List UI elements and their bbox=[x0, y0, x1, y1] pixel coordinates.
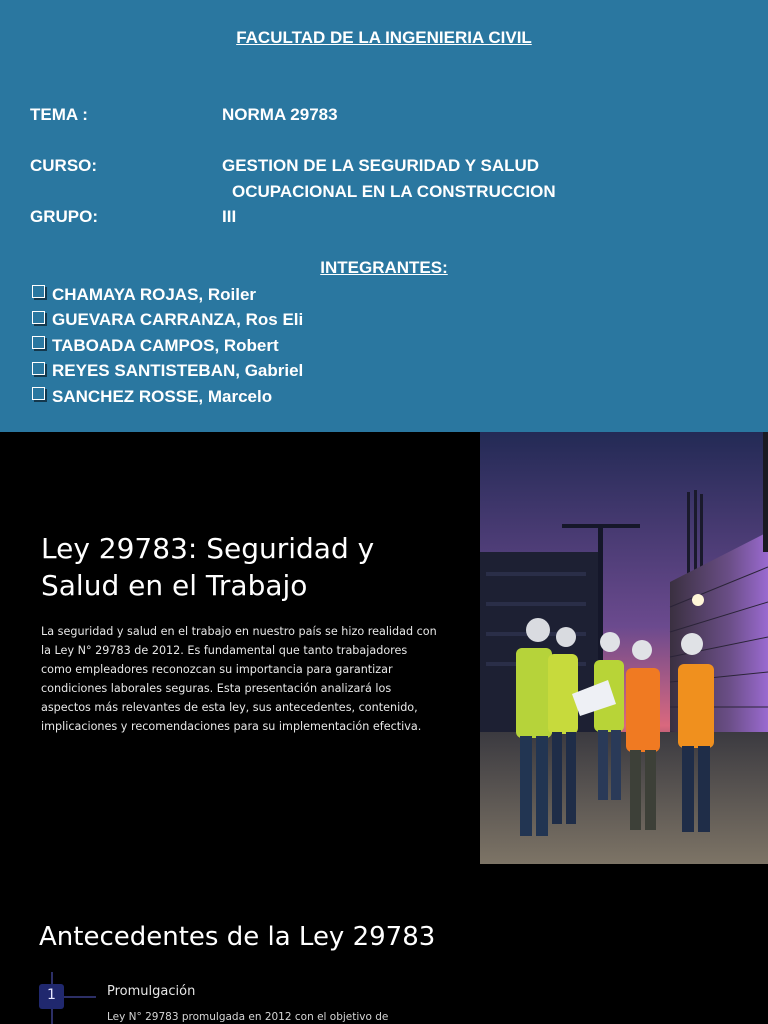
timeline-text: Ley N° 29783 promulgada en 2012 con el objetivo de bbox=[107, 1011, 389, 1023]
intro-paragraph: La seguridad y salud en el trabajo en nuestro país se hizo realidad con la Ley N° 29783 de 2012. Es fundamental que tanto trabajadores como empleadores reconozcan su importancia para garantizar condiciones laborales seguras. Esta presentación analizará los aspectos más relevantes de esta ley, sus antecedentes, contenido, implicaciones y recomendaciones para su implementación efectiva. bbox=[41, 625, 437, 733]
tema-label: TEMA : bbox=[30, 105, 88, 124]
member-name: GUEVARA CARRANZA, Ros Eli bbox=[52, 310, 304, 330]
timeline-number-badge: 1 bbox=[39, 984, 64, 1009]
curso-label: CURSO: bbox=[30, 156, 98, 175]
curso-value-line2: OCUPACIONAL EN LA CONSTRUCCION bbox=[232, 182, 556, 201]
list-item bbox=[32, 308, 303, 334]
member-name: REYES SANTISTEBAN, Gabriel bbox=[52, 361, 304, 381]
cover-slide bbox=[0, 0, 768, 432]
list-item bbox=[32, 333, 303, 359]
timeline-connector bbox=[64, 996, 96, 998]
checkbox-icon bbox=[32, 362, 45, 375]
intro-title: Ley 29783: Seguridad y Salud en el Trabajo bbox=[41, 532, 375, 602]
grupo-label: GRUPO: bbox=[30, 207, 98, 226]
checkbox-icon bbox=[32, 387, 45, 400]
checkbox-icon bbox=[32, 311, 45, 324]
member-name: TABOADA CAMPOS, Robert bbox=[52, 335, 279, 355]
integrantes-title: INTEGRANTES: bbox=[320, 258, 448, 277]
timeline-heading: Promulgación bbox=[107, 984, 196, 999]
member-name: SANCHEZ ROSSE, Marcelo bbox=[52, 386, 273, 406]
integrantes-list bbox=[32, 282, 303, 410]
list-item bbox=[32, 384, 303, 410]
list-item bbox=[32, 282, 303, 308]
checkbox-icon bbox=[32, 285, 45, 298]
tema-value: NORMA 29783 bbox=[222, 105, 338, 124]
curso-value-line1: GESTION DE LA SEGURIDAD Y SALUD bbox=[222, 156, 540, 175]
faculty-title: FACULTAD DE LA INGENIERIA CIVIL bbox=[236, 28, 532, 47]
checkbox-icon bbox=[32, 336, 45, 349]
grupo-value: III bbox=[222, 207, 237, 226]
antecedentes-title: Antecedentes de la Ley 29783 bbox=[39, 922, 436, 952]
member-name: CHAMAYA ROJAS, Roiler bbox=[52, 284, 257, 304]
construction-workers-photo bbox=[480, 432, 768, 864]
list-item bbox=[32, 359, 303, 385]
